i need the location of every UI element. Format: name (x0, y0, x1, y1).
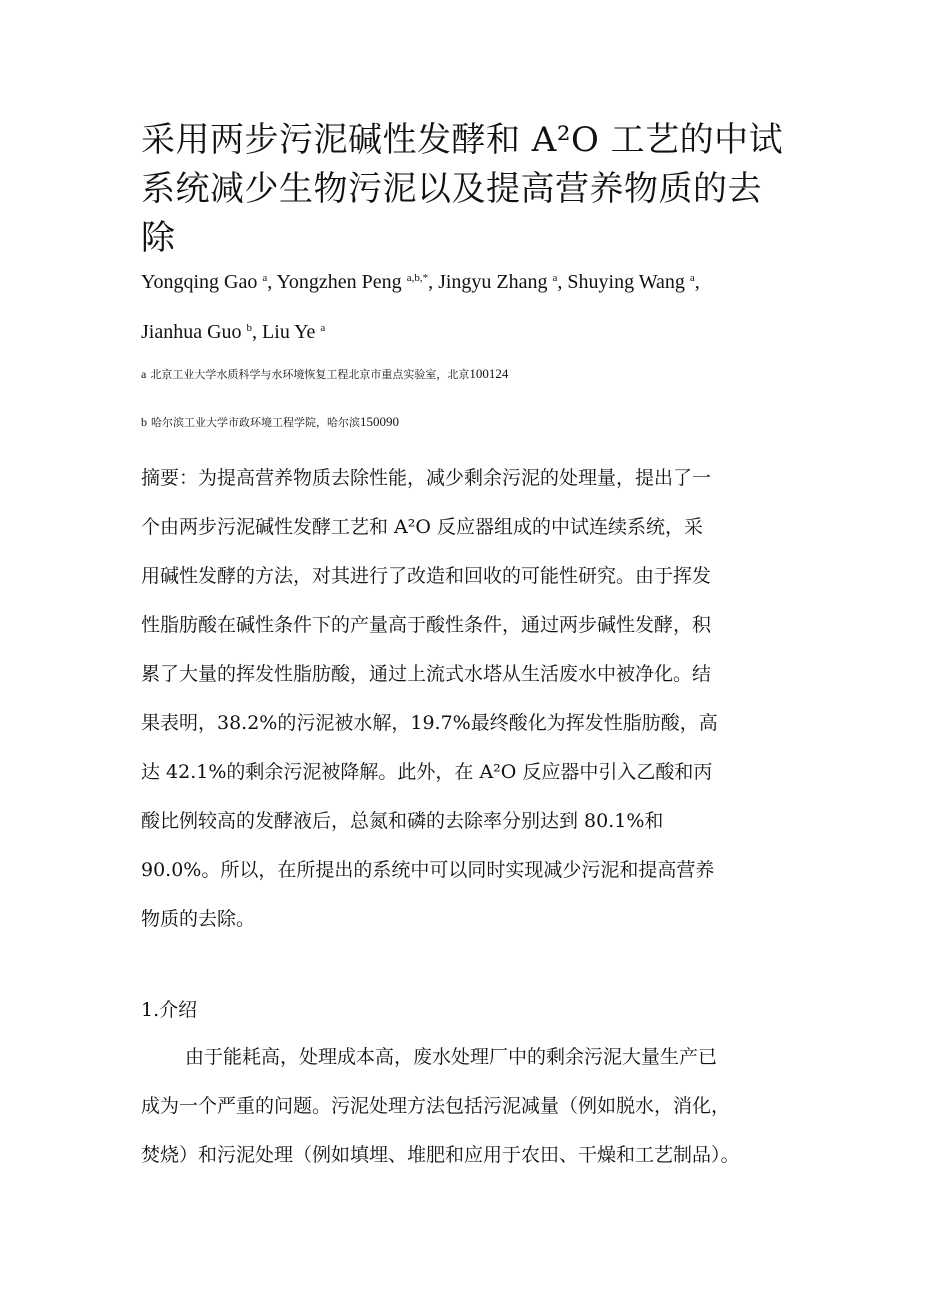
introduction-paragraph (141, 1033, 791, 1180)
intro-line: 由于能耗高，处理成本高，废水处理厂中的剩余污泥大量生产已 (185, 1046, 718, 1068)
intro-line: 成为一个严重的问题。污泥处理方法包括污泥减量（例如脱水，消化， (141, 1095, 731, 1117)
author-name: Jingyu Zhang (438, 271, 548, 293)
affiliation-b (141, 414, 399, 431)
title-line: 采用两步污泥碱性发酵和 A²O 工艺的中试 (141, 120, 784, 160)
author-affil-mark: a (552, 272, 558, 284)
author-name: Yongqing Gao (141, 271, 258, 293)
author-name: Jianhua Guo (141, 321, 242, 343)
author-affil-mark: a (689, 272, 695, 284)
abstract-line: 个由两步污泥碱性发酵工艺和 A²O 反应器组成的中试连续系统，采 (141, 516, 703, 538)
affiliation-mark: a (141, 367, 147, 381)
author-line-1: Yongqing Gao $^a$, Yongzhen Peng $^{a,b,*}$, Jingyu Zhang $^a$, Shuying Wang $^a$, (141, 271, 700, 293)
title-line: 系统减少生物污泥以及提高营养物质的去 (141, 169, 762, 209)
author-affil-mark: a (262, 272, 268, 284)
affiliation-a (141, 366, 508, 383)
author-affil-mark: a (320, 322, 326, 334)
author-name: Shuying Wang (567, 271, 685, 293)
paper-title (141, 116, 791, 263)
affiliation-text: 北京工业大学水质科学与水环境恢复工程北京市重点实验室，北京 (150, 368, 470, 381)
abstract-line: 达 42.1%的剩余污泥被降解。此外，在 A²O 反应器中引入乙酸和丙 (141, 761, 713, 783)
section-heading-introduction: 1.介绍 (141, 999, 198, 1021)
abstract-line: 果表明，38.2%的污泥被水解，19.7%最终酸化为挥发性脂肪酸，高 (141, 712, 718, 734)
abstract-line: 物质的去除。 (141, 908, 256, 930)
abstract (141, 454, 791, 944)
affiliation-zip: 100124 (469, 366, 509, 381)
abstract-line: 累了大量的挥发性脂肪酸，通过上流式水塔从生活废水中被净化。结 (141, 663, 712, 685)
title-line: 除 (141, 218, 176, 258)
affiliation-zip: 150090 (360, 414, 399, 429)
author-name: Yongzhen Peng (276, 271, 402, 293)
author-name: Liu Ye (262, 321, 316, 343)
affiliation-text: 哈尔滨工业大学市政环境工程学院，哈尔滨 (151, 416, 360, 429)
author-line-2: Jianhua Guo $^b$, Liu Ye $^a$ (141, 321, 326, 343)
abstract-line: 摘要：为提高营养物质去除性能，减少剩余污泥的处理量，提出了一 (141, 467, 712, 489)
abstract-line: 酸比例较高的发酵液后，总氮和磷的去除率分别达到 80.1%和 (141, 810, 664, 832)
abstract-line: 90.0%。所以，在所提出的系统中可以同时实现减少污泥和提高营养 (141, 859, 715, 881)
author-affil-mark: a,b,* (406, 272, 429, 284)
abstract-line: 性脂肪酸在碱性条件下的产量高于酸性条件，通过两步碱性发酵，积 (141, 614, 712, 636)
intro-line: 焚烧）和污泥处理（例如填埋、堆肥和应用于农田、干燥和工艺制品）。 (141, 1144, 740, 1166)
affiliation-mark: b (141, 415, 147, 429)
author-affil-mark: b (246, 322, 253, 334)
abstract-line: 用碱性发酵的方法，对其进行了改造和回收的可能性研究。由于挥发 (141, 565, 712, 587)
